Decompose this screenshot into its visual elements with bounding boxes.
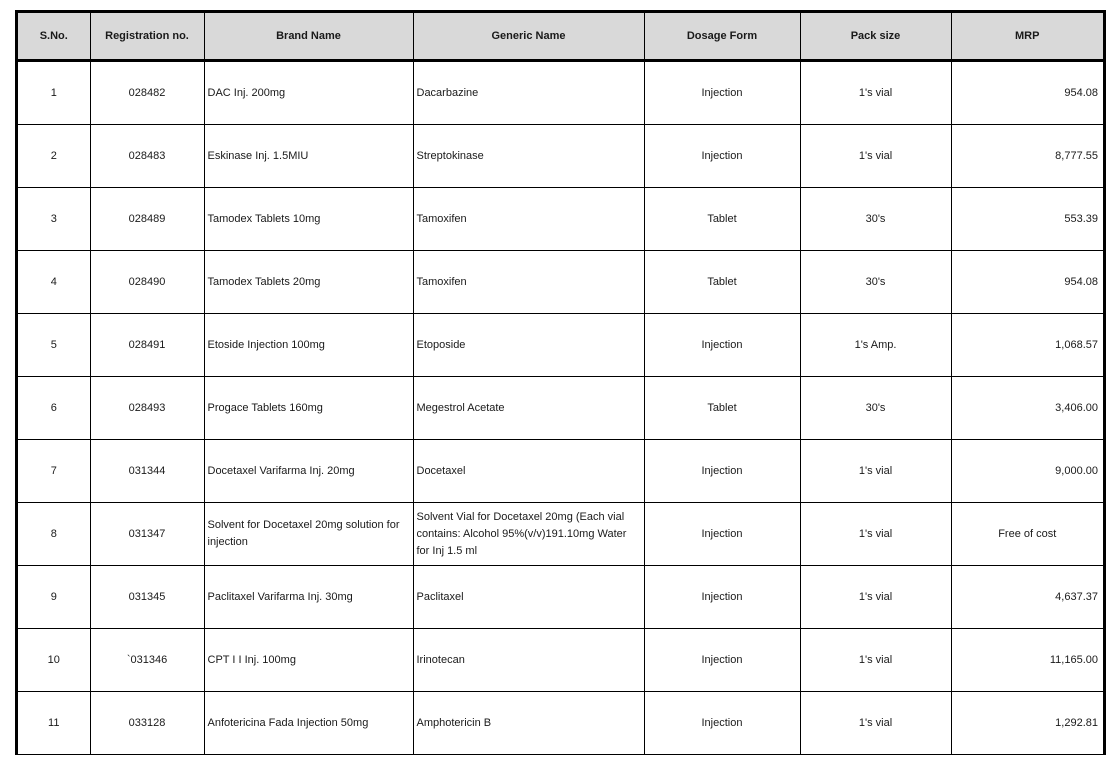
cell-dosage-form[interactable]: Tablet — [644, 377, 800, 440]
cell-sno[interactable]: 4 — [18, 251, 90, 314]
cell-generic-name[interactable]: Streptokinase — [413, 125, 644, 188]
table-row — [18, 440, 1103, 503]
cell-brand-name[interactable]: Tamodex Tablets 10mg — [204, 188, 413, 251]
cell-mrp[interactable]: Free of cost — [951, 503, 1103, 566]
cell-mrp[interactable]: 553.39 — [951, 188, 1103, 251]
table-row — [18, 629, 1103, 692]
cell-registration-no[interactable]: 031345 — [90, 566, 204, 629]
cell-generic-name[interactable]: Irinotecan — [413, 629, 644, 692]
table-row — [18, 692, 1103, 755]
cell-pack-size[interactable]: 30's — [800, 251, 951, 314]
cell-pack-size[interactable]: 1's vial — [800, 125, 951, 188]
cell-pack-size[interactable]: 1's vial — [800, 61, 951, 125]
cell-sno[interactable]: 2 — [18, 125, 90, 188]
cell-pack-size[interactable]: 30's — [800, 188, 951, 251]
cell-dosage-form[interactable]: Injection — [644, 314, 800, 377]
cell-dosage-form[interactable]: Tablet — [644, 188, 800, 251]
header-mrp[interactable]: MRP — [951, 13, 1103, 61]
cell-brand-name[interactable]: Docetaxel Varifarma Inj. 20mg — [204, 440, 413, 503]
cell-sno[interactable]: 1 — [18, 61, 90, 125]
cell-registration-no[interactable]: 031347 — [90, 503, 204, 566]
cell-sno[interactable]: 6 — [18, 377, 90, 440]
cell-registration-no[interactable]: 028493 — [90, 377, 204, 440]
cell-dosage-form[interactable]: Injection — [644, 61, 800, 125]
cell-pack-size[interactable]: 1's vial — [800, 440, 951, 503]
cell-dosage-form[interactable]: Injection — [644, 503, 800, 566]
cell-generic-name[interactable]: Solvent Vial for Docetaxel 20mg (Each vial contains: Alcohol 95%(v/v)191.10mg Water for Inj 1.5 ml — [413, 503, 644, 566]
cell-dosage-form[interactable]: Injection — [644, 692, 800, 755]
table-row — [18, 251, 1103, 314]
cell-pack-size[interactable]: 1's vial — [800, 566, 951, 629]
cell-pack-size[interactable]: 1's vial — [800, 503, 951, 566]
cell-generic-name[interactable]: Tamoxifen — [413, 251, 644, 314]
table-row — [18, 61, 1103, 125]
cell-generic-name[interactable]: Paclitaxel — [413, 566, 644, 629]
cell-generic-name[interactable]: Dacarbazine — [413, 61, 644, 125]
cell-mrp[interactable]: 954.08 — [951, 61, 1103, 125]
cell-dosage-form[interactable]: Injection — [644, 440, 800, 503]
header-registration-no[interactable]: Registration no. — [90, 13, 204, 61]
cell-brand-name[interactable]: Etoside Injection 100mg — [204, 314, 413, 377]
cell-mrp[interactable]: 11,165.00 — [951, 629, 1103, 692]
drug-price-table — [18, 13, 1103, 755]
cell-brand-name[interactable]: CPT I I Inj. 100mg — [204, 629, 413, 692]
table-row — [18, 377, 1103, 440]
cell-dosage-form[interactable]: Injection — [644, 566, 800, 629]
cell-registration-no[interactable]: 028490 — [90, 251, 204, 314]
cell-sno[interactable]: 10 — [18, 629, 90, 692]
cell-sno[interactable]: 11 — [18, 692, 90, 755]
cell-brand-name[interactable]: Anfotericina Fada Injection 50mg — [204, 692, 413, 755]
cell-mrp[interactable]: 8,777.55 — [951, 125, 1103, 188]
cell-generic-name[interactable]: Tamoxifen — [413, 188, 644, 251]
cell-brand-name[interactable]: Progace Tablets 160mg — [204, 377, 413, 440]
header-generic-name[interactable]: Generic Name — [413, 13, 644, 61]
header-row — [18, 13, 1103, 61]
cell-registration-no[interactable]: 028482 — [90, 61, 204, 125]
cell-mrp[interactable]: 1,292.81 — [951, 692, 1103, 755]
cell-mrp[interactable]: 954.08 — [951, 251, 1103, 314]
table-row — [18, 188, 1103, 251]
cell-brand-name[interactable]: DAC Inj. 200mg — [204, 61, 413, 125]
cell-registration-no[interactable]: 031344 — [90, 440, 204, 503]
table-row — [18, 566, 1103, 629]
cell-registration-no[interactable]: `031346 — [90, 629, 204, 692]
cell-generic-name[interactable]: Amphotericin B — [413, 692, 644, 755]
cell-sno[interactable]: 8 — [18, 503, 90, 566]
cell-registration-no[interactable]: 033128 — [90, 692, 204, 755]
cell-sno[interactable]: 9 — [18, 566, 90, 629]
cell-brand-name[interactable]: Eskinase Inj. 1.5MIU — [204, 125, 413, 188]
table-row — [18, 503, 1103, 566]
table-row — [18, 125, 1103, 188]
header-brand-name[interactable]: Brand Name — [204, 13, 413, 61]
cell-brand-name[interactable]: Solvent for Docetaxel 20mg solution for injection — [204, 503, 413, 566]
cell-generic-name[interactable]: Megestrol Acetate — [413, 377, 644, 440]
cell-generic-name[interactable]: Docetaxel — [413, 440, 644, 503]
cell-brand-name[interactable]: Tamodex Tablets 20mg — [204, 251, 413, 314]
cell-mrp[interactable]: 9,000.00 — [951, 440, 1103, 503]
cell-mrp[interactable]: 3,406.00 — [951, 377, 1103, 440]
header-dosage-form[interactable]: Dosage Form — [644, 13, 800, 61]
cell-sno[interactable]: 7 — [18, 440, 90, 503]
cell-dosage-form[interactable]: Injection — [644, 125, 800, 188]
cell-registration-no[interactable]: 028483 — [90, 125, 204, 188]
cell-dosage-form[interactable]: Tablet — [644, 251, 800, 314]
header-sno[interactable]: S.No. — [18, 13, 90, 61]
cell-mrp[interactable]: 1,068.57 — [951, 314, 1103, 377]
cell-brand-name[interactable]: Paclitaxel Varifarma Inj. 30mg — [204, 566, 413, 629]
cell-sno[interactable]: 5 — [18, 314, 90, 377]
cell-pack-size[interactable]: 30's — [800, 377, 951, 440]
spreadsheet-sheet — [15, 10, 1106, 755]
cell-registration-no[interactable]: 028489 — [90, 188, 204, 251]
cell-registration-no[interactable]: 028491 — [90, 314, 204, 377]
cell-pack-size[interactable]: 1's vial — [800, 629, 951, 692]
table-row — [18, 314, 1103, 377]
cell-generic-name[interactable]: Etoposide — [413, 314, 644, 377]
cell-dosage-form[interactable]: Injection — [644, 629, 800, 692]
header-pack-size[interactable]: Pack size — [800, 13, 951, 61]
cell-mrp[interactable]: 4,637.37 — [951, 566, 1103, 629]
cell-pack-size[interactable]: 1's Amp. — [800, 314, 951, 377]
cell-pack-size[interactable]: 1's vial — [800, 692, 951, 755]
cell-sno[interactable]: 3 — [18, 188, 90, 251]
